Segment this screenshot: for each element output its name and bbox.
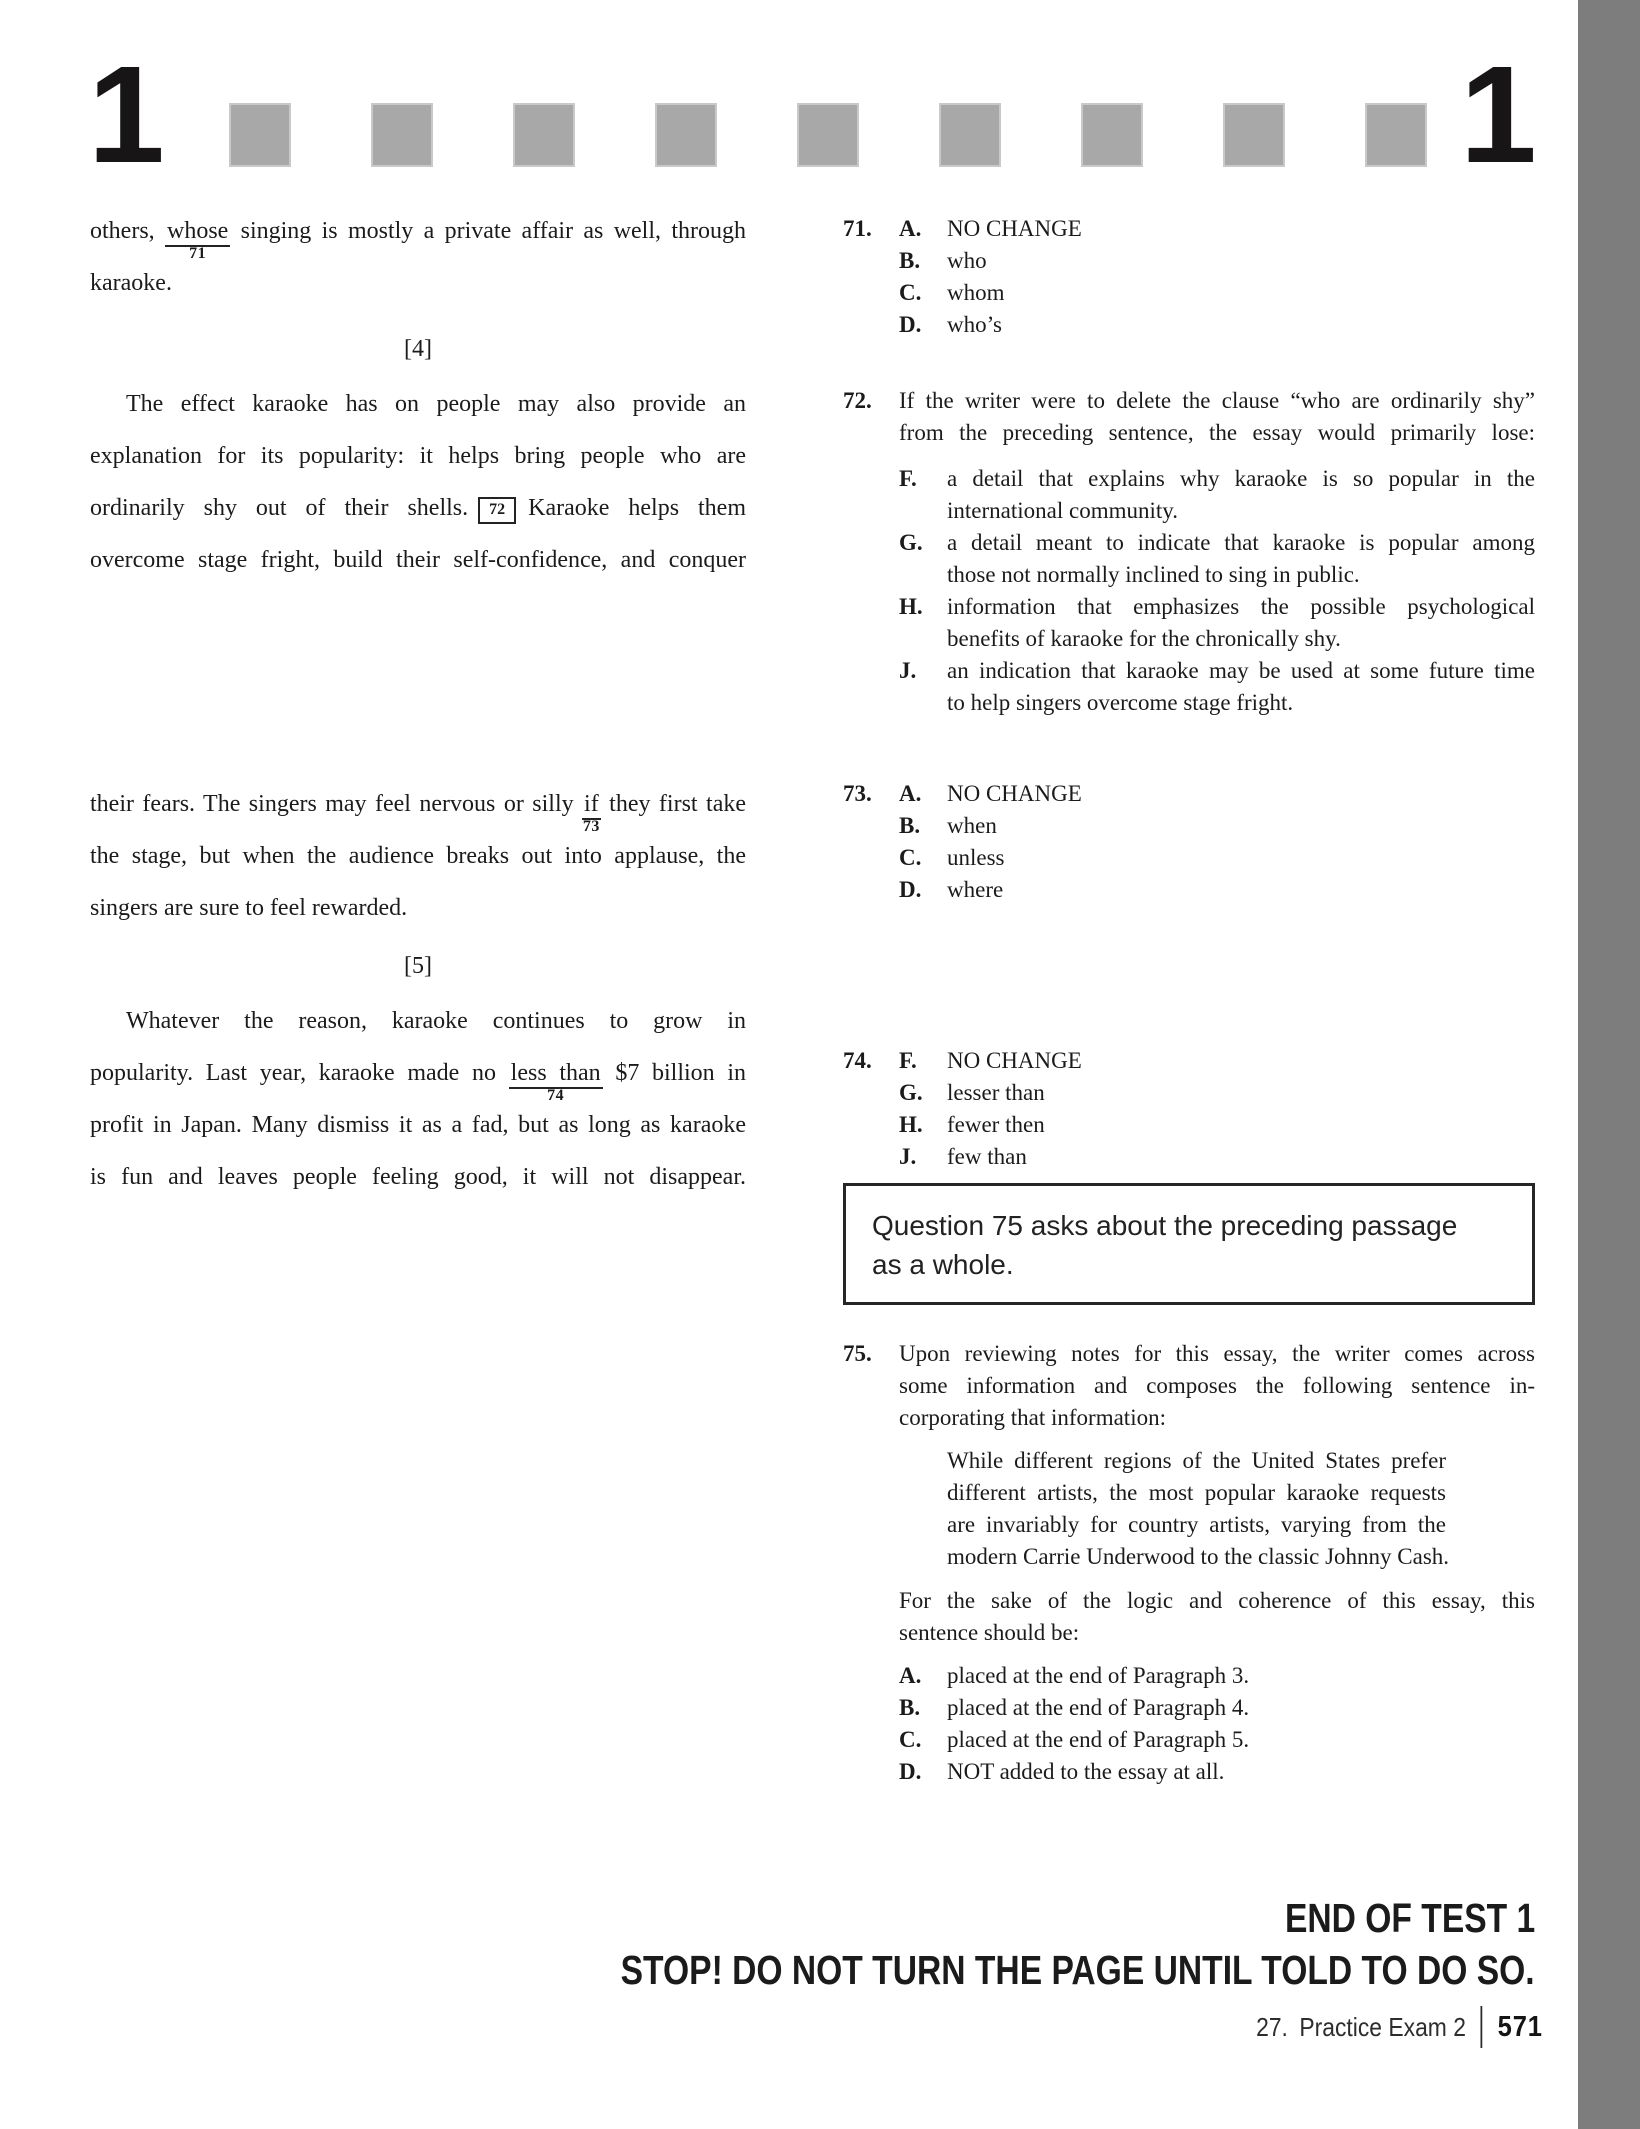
- passage-line: overcome stage fright, build their self-confidence, and conquer: [90, 547, 746, 573]
- stem-line: corporating that information:: [899, 1405, 1166, 1430]
- footer-chapter-number: 27.: [1256, 2011, 1289, 2042]
- inserted-sentence-quote: [947, 1445, 1450, 1573]
- passage-text: $7 billion in: [602, 1060, 747, 1086]
- option-letter: G.: [899, 530, 923, 555]
- answer-option: [899, 655, 1535, 719]
- answer-option: [899, 1045, 1535, 1077]
- option-letter: A.: [899, 1663, 922, 1688]
- question-stem: [899, 1338, 1535, 1434]
- note-line: Question 75 asks about the preceding passage: [872, 1210, 1458, 1241]
- option-letter: D.: [899, 877, 922, 902]
- option-text: when: [947, 813, 997, 838]
- option-letter: F.: [899, 1048, 917, 1073]
- option-letter: A.: [899, 781, 922, 806]
- option-text: whom: [947, 280, 1005, 305]
- option-letter: D.: [899, 1759, 922, 1784]
- answer-option: [899, 463, 1535, 527]
- header-square: [797, 103, 859, 167]
- option-letter: H.: [899, 1112, 923, 1137]
- option-set: [899, 1660, 1535, 1788]
- stem-line: some information and composes the following sentence in-: [899, 1373, 1535, 1398]
- option-letter: C.: [899, 845, 922, 870]
- underline-number-71: 71: [189, 245, 207, 262]
- header-square: [1223, 103, 1285, 167]
- answer-option: [899, 1660, 1535, 1692]
- option-text: who: [947, 248, 987, 273]
- question-ref-box-72: 72: [478, 497, 516, 524]
- option-text: a detail meant to indicate that karaoke is popular among those not normally inclined to sing in public.: [947, 530, 1535, 587]
- question-number: 71.: [843, 216, 872, 241]
- paragraph-marker-5: [5]: [404, 953, 432, 979]
- footer-page-number: 571: [1497, 2010, 1543, 2043]
- note-line: as a whole.: [872, 1249, 1014, 1280]
- passage-text: their fears. The singers may feel nervous or silly: [90, 791, 583, 817]
- option-text: a detail that explains why karaoke is so popular in the international community.: [947, 466, 1535, 523]
- questions-column: [843, 205, 1535, 1788]
- passage-line: The effect karaoke has on people may also provide an: [126, 391, 746, 417]
- question-75-note-box: [843, 1183, 1535, 1305]
- passage-line: karaoke.: [90, 270, 172, 296]
- question-73: [843, 778, 1535, 906]
- option-letter: D.: [899, 312, 922, 337]
- question-body: [899, 1338, 1535, 1788]
- answer-option: [899, 213, 1535, 245]
- test-number-right: 1: [1460, 38, 1535, 192]
- question-75: [843, 1338, 1535, 1788]
- passage-line: the stage, but when the audience breaks out into applause, the: [90, 843, 746, 869]
- answer-option: [899, 1724, 1535, 1756]
- underlined-phrase-73: [582, 791, 601, 835]
- header-square: [655, 103, 717, 167]
- answer-option: [899, 1692, 1535, 1724]
- paragraph-marker-4: [4]: [404, 336, 432, 362]
- answer-option: [899, 527, 1535, 591]
- header-squares: [229, 103, 1427, 167]
- passage-line: [90, 778, 746, 835]
- footer-divider: [1481, 2006, 1483, 2048]
- option-letter: H.: [899, 594, 923, 619]
- answer-option: [899, 874, 1535, 906]
- test-number-left: 1: [88, 38, 163, 192]
- option-text: NO CHANGE: [947, 1048, 1082, 1073]
- option-text: lesser than: [947, 1080, 1045, 1105]
- underlined-text: if: [584, 791, 599, 817]
- option-letter: F.: [899, 466, 917, 491]
- option-letter: B.: [899, 248, 921, 273]
- option-text: an indication that karaoke may be used at some future time to help singers overcome stage fright.: [947, 658, 1535, 715]
- underlined-text: whose: [166, 218, 229, 244]
- stop-notice: STOP! DO NOT TURN THE PAGE UNTIL TOLD TO DO SO.: [620, 1947, 1535, 1993]
- header-square: [371, 103, 433, 167]
- question-number: 72.: [843, 388, 872, 413]
- passage-line: [90, 205, 746, 262]
- header-square: [229, 103, 291, 167]
- option-text: NOT added to the essay at all.: [947, 1759, 1225, 1784]
- answer-option: [899, 1109, 1535, 1141]
- option-text: placed at the end of Paragraph 5.: [947, 1727, 1250, 1752]
- passage-column: [90, 205, 746, 1203]
- question-number: 75.: [843, 1341, 872, 1366]
- quote-line: modern Carrie Underwood to the classic Johnny Cash.: [947, 1544, 1450, 1569]
- option-text: NO CHANGE: [947, 781, 1082, 806]
- option-letter: C.: [899, 280, 922, 305]
- passage-line: Whatever the reason, karaoke continues to grow in: [126, 1008, 746, 1034]
- option-letter: J.: [899, 1144, 917, 1169]
- question-followup: [899, 1585, 1535, 1649]
- question-stem: [899, 385, 1535, 449]
- option-text: unless: [947, 845, 1005, 870]
- option-letter: A.: [899, 216, 922, 241]
- option-text: placed at the end of Paragraph 3.: [947, 1663, 1250, 1688]
- answer-option: [899, 1077, 1535, 1109]
- header-square: [1365, 103, 1427, 167]
- end-of-test-notice: END OF TEST 1: [1284, 1895, 1535, 1941]
- option-text: where: [947, 877, 1004, 902]
- underlined-phrase-71: [165, 218, 230, 262]
- underline-number-74: 74: [547, 1087, 565, 1104]
- answer-option: [899, 1141, 1535, 1173]
- passage-text: they first take: [600, 791, 746, 817]
- passage-line: [90, 482, 746, 534]
- quote-line: different artists, the most popular karaoke requests: [947, 1480, 1446, 1505]
- answer-option: [899, 810, 1535, 842]
- underlined-phrase-74: [509, 1060, 603, 1104]
- option-text: information that emphasizes the possible psychological benefits of karaoke for the chronically shy.: [947, 594, 1535, 651]
- passage-text: popularity. Last year, karaoke made no: [90, 1060, 509, 1086]
- question-72: [843, 385, 1535, 719]
- option-text: who’s: [947, 312, 1002, 337]
- underline-number-73: 73: [582, 818, 600, 835]
- passage-text: others,: [90, 218, 165, 244]
- answer-option: [899, 778, 1535, 810]
- option-text: fewer then: [947, 1112, 1045, 1137]
- answer-option: [899, 591, 1535, 655]
- passage-line: is fun and leaves people feeling good, it will not disappear.: [90, 1164, 746, 1190]
- answer-option: [899, 277, 1535, 309]
- option-letter: J.: [899, 658, 917, 683]
- followup-line: sentence should be:: [899, 1620, 1080, 1645]
- passage-text: Karaoke helps them: [528, 495, 746, 521]
- header-square: [939, 103, 1001, 167]
- question-body: [899, 213, 1535, 341]
- answer-option: [899, 309, 1535, 341]
- stem-line: from the preceding sentence, the essay would primarily lose:: [899, 420, 1535, 445]
- option-text: placed at the end of Paragraph 4.: [947, 1695, 1250, 1720]
- stem-line: Upon reviewing notes for this essay, the writer comes across: [899, 1341, 1535, 1366]
- option-letter: B.: [899, 813, 921, 838]
- passage-text: singing is mostly a private affair as well, through: [230, 218, 746, 244]
- question-body: [899, 385, 1535, 719]
- page-edge-bar: [1578, 0, 1640, 2129]
- page-footer: [1256, 2006, 1543, 2048]
- passage-text: ordinarily shy out of their shells.: [90, 495, 469, 521]
- option-letter: G.: [899, 1080, 923, 1105]
- quote-line: While different regions of the United States prefer: [947, 1448, 1446, 1473]
- followup-line: For the sake of the logic and coherence of this essay, this: [899, 1588, 1535, 1613]
- answer-option: [899, 245, 1535, 277]
- question-number: 74.: [843, 1048, 872, 1073]
- option-letter: C.: [899, 1727, 922, 1752]
- option-text: NO CHANGE: [947, 216, 1082, 241]
- question-body: [899, 778, 1535, 906]
- answer-option: [899, 1756, 1535, 1788]
- stem-line: If the writer were to delete the clause “who are ordinarily shy”: [899, 388, 1535, 413]
- passage-line: profit in Japan. Many dismiss it as a fad, but as long as karaoke: [90, 1112, 746, 1138]
- answer-option: [899, 842, 1535, 874]
- passage-line: singers are sure to feel rewarded.: [90, 895, 408, 921]
- option-text: few than: [947, 1144, 1027, 1169]
- header-square: [513, 103, 575, 167]
- passage-line: explanation for its popularity: it helps bring people who are: [90, 443, 746, 469]
- underlined-text: less than: [510, 1060, 601, 1086]
- passage-line: [90, 1047, 747, 1104]
- footer-book-title: Practice Exam 2: [1299, 2011, 1467, 2042]
- question-74: [843, 1045, 1535, 1173]
- question-number: 73.: [843, 781, 872, 806]
- quote-line: are invariably for country artists, varying from the: [947, 1512, 1446, 1537]
- question-body: [899, 1045, 1535, 1173]
- question-71: [843, 213, 1535, 341]
- option-letter: B.: [899, 1695, 921, 1720]
- header-square: [1081, 103, 1143, 167]
